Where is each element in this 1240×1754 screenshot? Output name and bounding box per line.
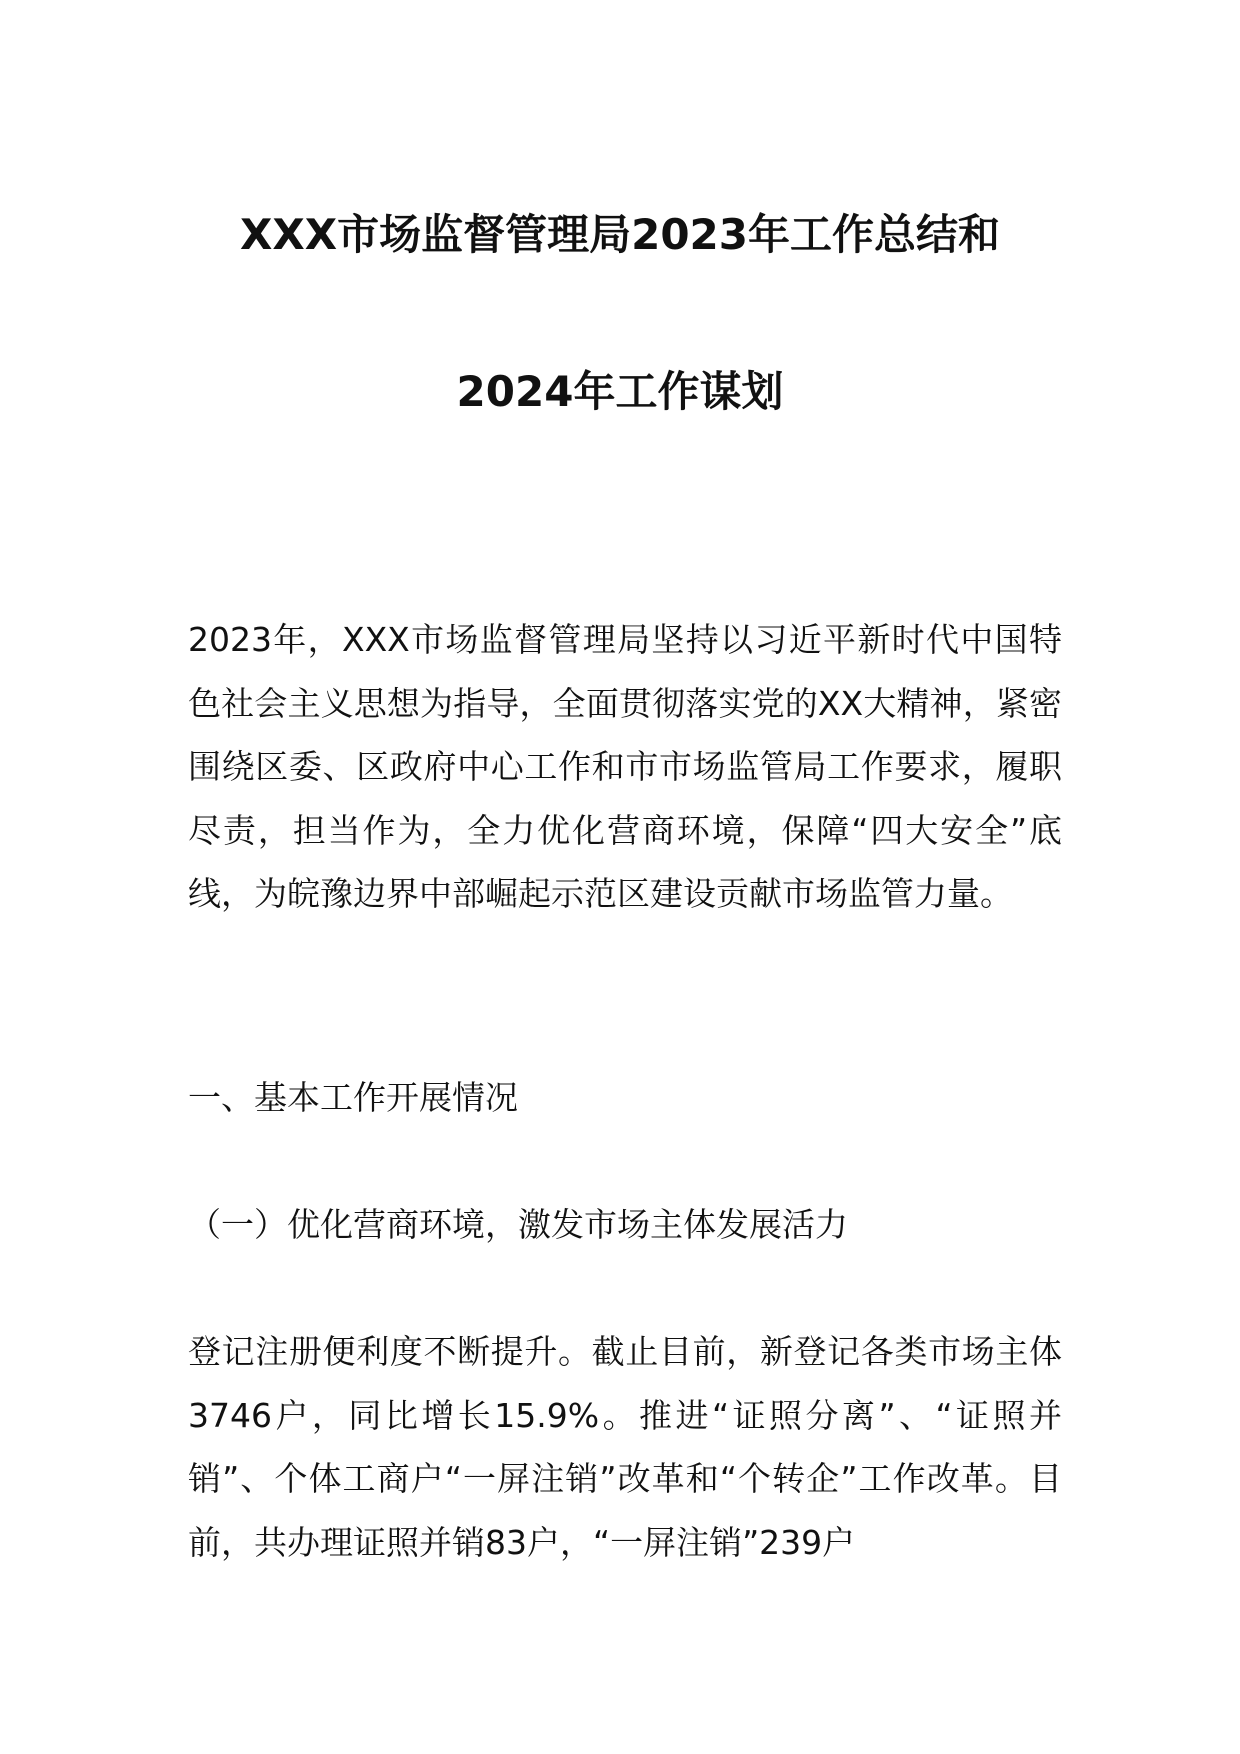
document-title-line-2: 2024年工作谋划 [456,367,784,416]
section-heading: 一、基本工作开展情况 [188,1078,518,1117]
subsection-heading: （一）优化营商环境，激发市场主体发展活力 [188,1205,848,1244]
intro-paragraph: 2023年，XXX市场监督管理局坚持以习近平新时代中国特色社会主义思想为指导，全面贯彻落实党的XX大精神，紧密围绕区委、区政府中心工作和市市场监管局工作要求，履职尽责，担当作为，全力优化营商环境，保障“四大安全”底线，为皖豫边界中部崛起示范区建设贡献市场监管力量。 [188,620,1062,913]
registration-paragraph: 登记注册便利度不断提升。截止目前，新登记各类市场主体3746户，同比增长15.9%。推进“证照分离”、“证照并销”、个体工商户“一屏注销”改革和“个转企”工作改革。目前，共办理证照并销83户，“一屏注销”239户 [188,1332,1062,1562]
document-title-line-1: XXX市场监督管理局2023年工作总结和 [239,210,1001,259]
